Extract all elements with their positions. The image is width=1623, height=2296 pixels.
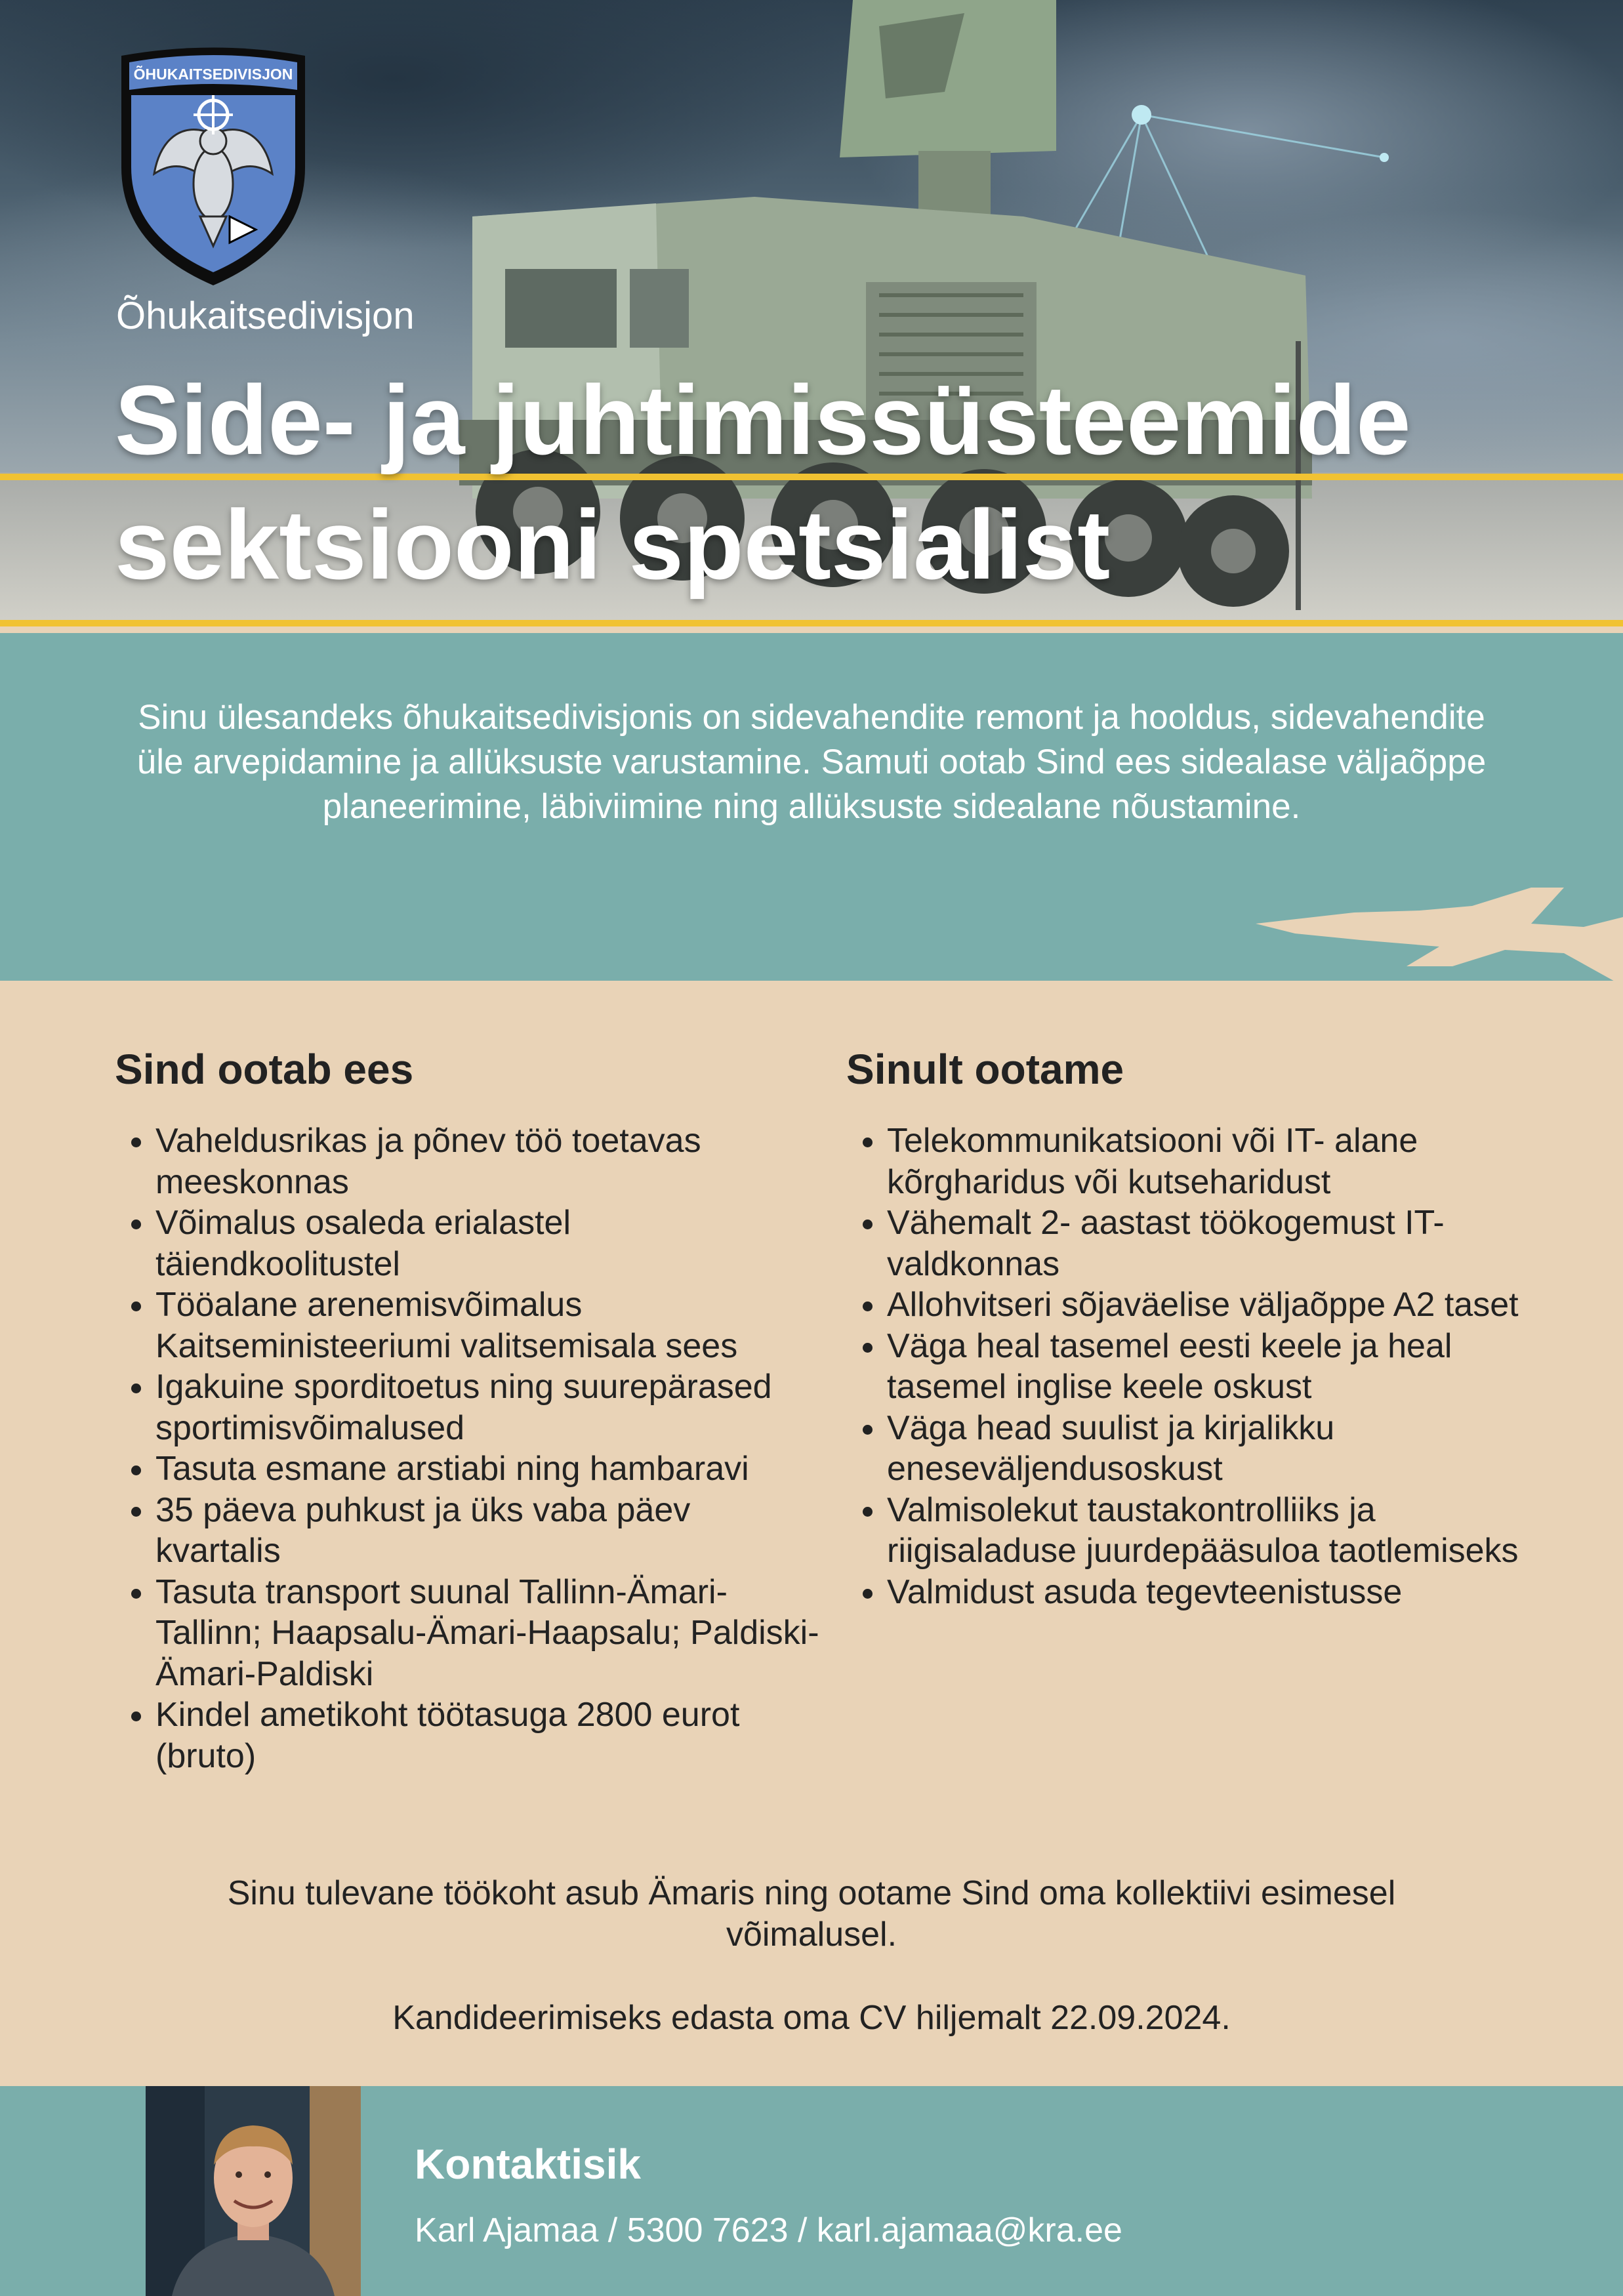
requirements-list: [846, 1120, 1542, 1612]
contact-footer: [0, 2086, 1623, 2296]
division-emblem-logo: [115, 43, 312, 292]
offer-item: • Võimalus osaleda erialastel täiendkoolitustel: [155, 1202, 823, 1284]
intro-description: Sinu ülesandeks õhukaitsedivisjonis on sidevahendite remont ja hooldus, sidevahendite üle arvepidamine ja allüksuste varustamine. Samuti ootab Sind ees sidealase väljaõppe planeerimine, läbiviimine ning allüksuste sidealane nõustamine.: [136, 698, 1487, 826]
offer-heading: Sind ootab ees: [115, 1046, 414, 1093]
svg-text:ÕHUKAITSEDIVISJON: ÕHUKAITSEDIVISJON: [133, 66, 293, 83]
requirement-item: • Valmidust asuda tegevteenistusse: [887, 1572, 1542, 1613]
offer-item: • Kindel ametikoht töötasuga 2800 eurot (bruto): [155, 1694, 823, 1776]
application-deadline: Kandideerimiseks edasta oma CV hiljemalt 22.09.2024.: [392, 1999, 1231, 2037]
gold-divider-bottom: [0, 620, 1623, 626]
offer-item: • Igakuine sporditoetus ning suurepärased sportimisvõimalused: [155, 1366, 823, 1448]
contact-person-photo: [146, 2086, 361, 2296]
offer-item: • 35 päeva puhkust ja üks vaba päev kvartalis: [155, 1490, 823, 1572]
intro-section: [0, 633, 1623, 981]
requirement-item: • Väga head suulist ja kirjalikku eneseväljendusoskust: [887, 1408, 1542, 1490]
job-title: Side- ja juhtimissüsteemide sektsiooni spetsialist: [115, 365, 1411, 600]
location-note: Sinu tulevane töökoht asub Ämaris ning ootame Sind oma kollektiivi esimesel võimalusel.: [227, 1874, 1396, 1954]
offer-section: [115, 1043, 823, 1776]
offer-list: [115, 1120, 823, 1776]
division-name: Õhukaitsedivisjon: [116, 295, 415, 337]
offer-item: • Vaheldusrikas ja põnev töö toetavas meeskonnas: [155, 1120, 823, 1202]
contact-details: Karl Ajamaa / 5300 7623 / karl.ajamaa@kra.ee: [415, 2211, 1122, 2249]
offer-item: • Tasuta transport suunal Tallinn-Ämari-Tallinn; Haapsalu-Ämari-Haapsalu; Paldiski-Ämari-Paldiski: [155, 1572, 823, 1695]
requirement-item: • Telekommunikatsiooni või IT- alane kõrgharidus või kutseharidust: [887, 1120, 1542, 1202]
requirement-item: • Valmisolekut taustakontrolliiks ja riigisaladuse juurdepääsuloa taotlemiseks: [887, 1490, 1542, 1572]
fighter-jet-silhouette-icon: [1256, 888, 1623, 981]
requirement-item: • Allohvitseri sõjaväelise väljaõppe A2 taset: [887, 1284, 1542, 1326]
offer-item: • Tööalane arenemisvõimalus Kaitseministeeriumi valitsemisala sees: [155, 1284, 823, 1366]
requirements-heading: Sinult ootame: [846, 1046, 1124, 1093]
offer-item: • Tasuta esmane arstiabi ning hambaravi: [155, 1448, 823, 1490]
contact-heading: Kontaktisik: [415, 2141, 641, 2188]
requirement-item: • Vähemalt 2- aastast töökogemust IT- valdkonnas: [887, 1202, 1542, 1284]
requirement-item: • Väga heal tasemel eesti keele ja heal tasemel inglise keele oskust: [887, 1326, 1542, 1408]
hero-banner: [0, 0, 1623, 626]
requirements-section: [846, 1043, 1542, 1612]
